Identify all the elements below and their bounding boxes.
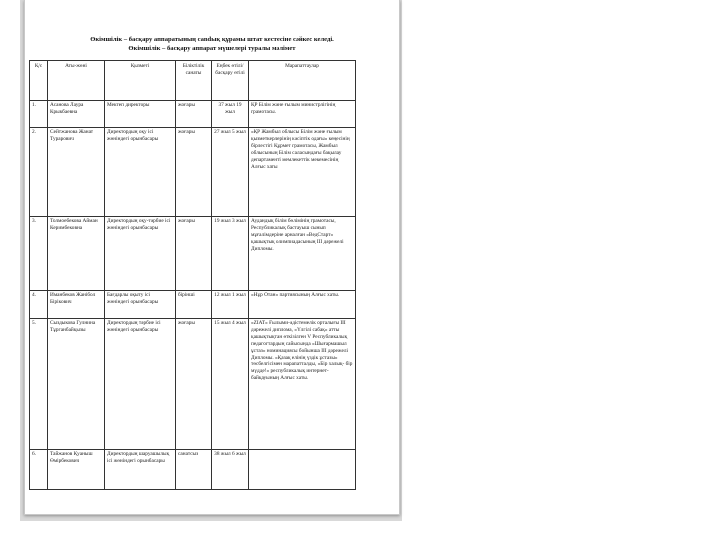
table-row bbox=[30, 217, 356, 291]
cell-experience: 27 жыл 5 жыл bbox=[212, 128, 249, 217]
cell-category: жоғары bbox=[176, 128, 212, 217]
cell-position: Директордың шаруашылық ісі жөніндегі орынбасары bbox=[105, 450, 176, 490]
cell-experience: 38 жыл 6 жыл bbox=[212, 450, 249, 490]
cell-experience: 12 жыл 1 жыл bbox=[212, 291, 249, 319]
header-experience: Еңбек өтілі/ басқару өтілі bbox=[212, 61, 249, 101]
header-number: Қ/с bbox=[30, 61, 48, 101]
cell-name: Тайжанов Қуаныш Өмірбекович bbox=[48, 450, 105, 490]
table-row bbox=[30, 128, 356, 217]
header-position: Қызметі bbox=[105, 61, 176, 101]
cell-category: санатсыз bbox=[176, 450, 212, 490]
cell-position: Бағдарлы оқыту ісі жөніндегі орынбасары bbox=[105, 291, 176, 319]
table-row bbox=[30, 101, 356, 128]
cell-number: 6. bbox=[30, 450, 48, 490]
cell-awards: Аудандық білім бөлімінің грамотасы, Республикалық бастауыш сынып мұғалімдеріне арналған «ВедСтарт» қашықтық олимпиадасының III дәрежелі Дипломы. bbox=[249, 217, 356, 291]
cell-awards: «ZIAT» Ғылыми-әдістемелік орталығы III дәрежелі диплома, «Үлгілі сабақ» атты қашықтықтан өткізілген V Республикалық педагогтардың сайысында «Шығармашыл ұстаз» номинациясы бойынша III дәрежелі Дипломы. «Қазақ елінің үздік ұстазы» төсбелгісімен марапатталды, «Бір халық- бір мүдде!» республикалық интернет-байқауының Алғыс хаты. bbox=[249, 319, 356, 450]
cell-name: Сейтжанова Жанат Турарович bbox=[48, 128, 105, 217]
table-row bbox=[30, 319, 356, 450]
cell-category: жоғары bbox=[176, 217, 212, 291]
staff-table bbox=[29, 60, 356, 490]
cell-number: 5. bbox=[30, 319, 48, 450]
header-name: Аты-жөні bbox=[48, 61, 105, 101]
cell-name: Асанова Лаура Крыкбаевна bbox=[48, 101, 105, 128]
document-title: Өкімшілік – басқару аппаратының саndық құрамы штат кестесіне сәйкес келеді. bbox=[90, 36, 334, 43]
cell-number: 2. bbox=[30, 128, 48, 217]
cell-category: бірінші bbox=[176, 291, 212, 319]
cell-name: Иманбеков Жанібол Бірікович bbox=[48, 291, 105, 319]
cell-number: 1. bbox=[30, 101, 48, 128]
cell-number: 3. bbox=[30, 217, 48, 291]
cell-awards: «ҚР Жамбыл облысы Білім және ғылым қызметкерлерінің кәсіптік одағы» кеңесінің бірлестігі Құрмет грамотасы, Жамбыл облысының Білім саласындағы бақылау департаменті мемлекеттік мекемесінің Алғыс хаты bbox=[249, 128, 356, 217]
cell-experience: 19 жыл 3 жыл bbox=[212, 217, 249, 291]
header-category: Біліктілік санаты bbox=[176, 61, 212, 101]
cell-position: Директордың оқу ісі жөніндегі орынбасары bbox=[105, 128, 176, 217]
cell-position: Мектеп директоры bbox=[105, 101, 176, 128]
document-subtitle: Өкімшілік – басқару аппарат мүшелері туралы мәлімет bbox=[128, 45, 296, 52]
cell-awards bbox=[249, 450, 356, 490]
cell-awards: «Нұр Отан» партиясының Алғыс хаты. bbox=[249, 291, 356, 319]
cell-awards: ҚР Білім және ғылым министрлігінің грамотасы. bbox=[249, 101, 356, 128]
cell-position: Директордың тәрбие ісі жөніндегі орынбасары bbox=[105, 319, 176, 450]
cell-category: жоғары bbox=[176, 101, 212, 128]
table-row bbox=[30, 291, 356, 319]
cell-position: Директордың оқу-тәрбие ісі жөніндегі орынбасары bbox=[105, 217, 176, 291]
header-awards: Марапаттаулар bbox=[249, 61, 356, 101]
cell-name: Толмоебекова Айман Керимбековна bbox=[48, 217, 105, 291]
table-row bbox=[30, 450, 356, 490]
table-header-row bbox=[30, 61, 356, 101]
cell-experience: 37 жыл 19 жыл bbox=[212, 101, 249, 128]
cell-experience: 15 жыл 4 жыл bbox=[212, 319, 249, 450]
cell-name: Сыздыкова Гулнина Тұрганбайқызы bbox=[48, 319, 105, 450]
cell-category: жоғары bbox=[176, 319, 212, 450]
cell-number: 4. bbox=[30, 291, 48, 319]
